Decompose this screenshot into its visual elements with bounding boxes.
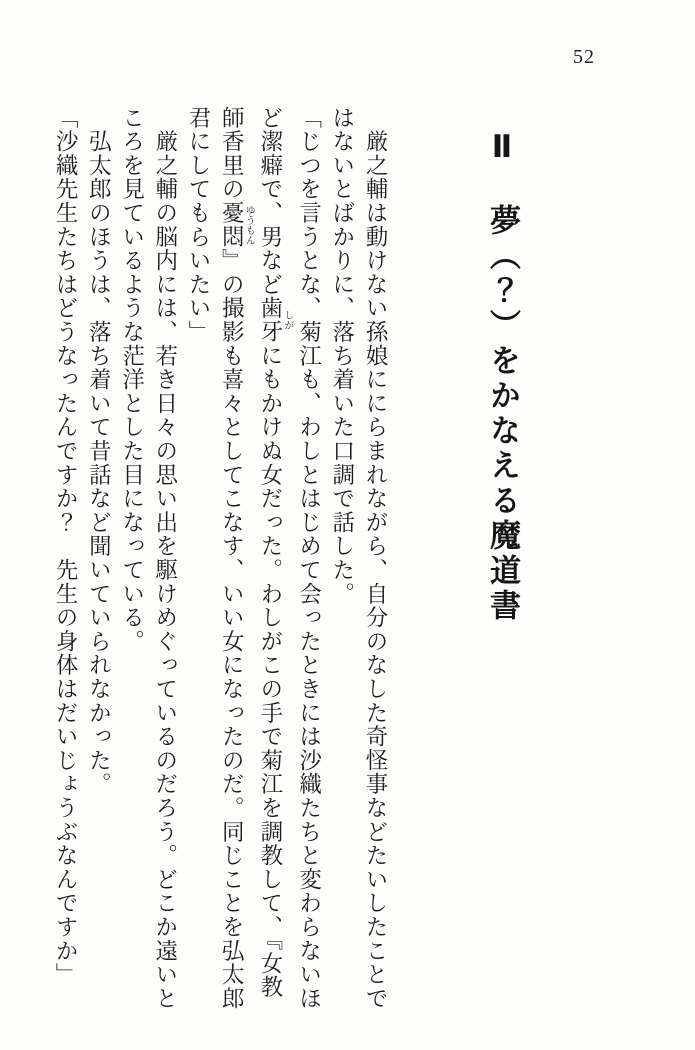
body-text — [49, 106, 392, 1011]
chapter-heading: Ⅱ 夢（？）をかなえる魔道書 — [485, 129, 520, 624]
text-line: 師香里の憂悶 ゆうもん』の撮影も喜々としてこなす、いい女になったのだ。同じことを弘太郎 — [219, 106, 255, 1011]
text-line: ど潔癖で、男など歯牙 しがにもかけぬ女だった。わしがこの手で菊江を調教して、『女教 — [257, 106, 293, 1000]
furigana: しが — [281, 296, 293, 344]
ruby-annotated-word: 歯牙 しが — [257, 296, 293, 345]
furigana: ゆうもん — [243, 201, 255, 249]
ruby-annotated-word: 憂悶 ゆうもん — [219, 201, 255, 249]
text-line: 「じつを言うとな、菊江も、わしとはじめて会ったときには沙織たちと変わらないほ — [296, 106, 322, 1011]
page-number: 52 — [573, 46, 595, 68]
text-line: 君にしてもらいたい」 — [185, 106, 211, 344]
text-line: 厳之輔は動けない孫娘ににらまれながら、自分のなした奇怪事などたいしたことで — [363, 106, 388, 1011]
text-line: 弘太郎のほうは、落ち着いて昔話など聞いていられなかった。 — [86, 106, 112, 797]
text-line: はないとばかりに、落ち着いた口調で話した。 — [329, 106, 355, 606]
text-line: ころを見ているような茫洋とした目になっている。 — [119, 106, 145, 654]
text-line: 「沙織先生たちはどうなったんですか？ 先生の身体はだいじょうぶなんですか」 — [53, 106, 79, 987]
text-line: 厳之輔の脳内には、若き日々の思い出を駆けめぐっているのだろう。どこか遠いと — [152, 106, 178, 1011]
